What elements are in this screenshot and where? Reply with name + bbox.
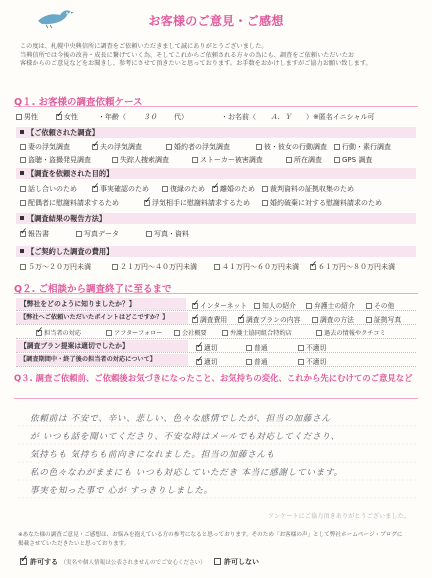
purpose-lover-alimony-checkbox[interactable] bbox=[144, 200, 150, 206]
cost-41-60-checkbox[interactable] bbox=[214, 264, 220, 270]
purpose-divorce-checkbox[interactable] bbox=[212, 186, 218, 192]
option-label: 写真データ bbox=[84, 230, 119, 238]
request-content-label: 【ご依頼された調査】 bbox=[16, 127, 416, 138]
footer-note-line: 掲載させていただきたいと思っております。 bbox=[18, 540, 130, 547]
purpose-discussion-checkbox[interactable] bbox=[20, 186, 26, 192]
staff-inappropriate-checkbox[interactable] bbox=[298, 359, 304, 365]
option-label: 普通 bbox=[254, 344, 268, 352]
permit-option bbox=[20, 557, 206, 567]
gender-female-checkbox[interactable] bbox=[56, 114, 62, 120]
option-label: 復縁のため bbox=[170, 185, 205, 193]
intro-line: 客様からのご意見などをお聞きし、参考にさせて頂きたいと思っております。お手数をおかけしますがご協力お願い致します。 bbox=[20, 60, 372, 68]
how-known-label: 【弊社をどのように知りましたか？】 bbox=[16, 298, 186, 310]
q1-heading: Q１. お客様の調査依頼ケース bbox=[14, 94, 418, 107]
footer-notes bbox=[18, 531, 414, 548]
staff-normal-checkbox[interactable] bbox=[246, 359, 252, 365]
option-label: 彼・彼女の行動調査 bbox=[264, 143, 327, 151]
name-value[interactable]: Ａ．Ｙ bbox=[270, 113, 292, 121]
cost-5-20-checkbox[interactable] bbox=[20, 264, 26, 270]
gender-female-label: 女性 bbox=[64, 113, 78, 121]
known-other-checkbox[interactable] bbox=[366, 303, 372, 309]
request-row-1 bbox=[16, 142, 416, 152]
request-location-checkbox[interactable] bbox=[286, 157, 292, 163]
option-label: 行動・素行調査 bbox=[342, 143, 391, 151]
age-value[interactable]: ３０ bbox=[143, 113, 157, 121]
option-label: 夫の浮気調査 bbox=[100, 143, 142, 151]
option-label: 配偶者に慰謝料請求するため bbox=[28, 199, 119, 207]
request-wife-affair-checkbox[interactable] bbox=[20, 144, 26, 150]
purpose-fact-check-checkbox[interactable] bbox=[92, 186, 98, 192]
handwritten-line: 事実を知った事で 心が すっきりしました。 bbox=[30, 486, 213, 496]
point-company-checkbox[interactable] bbox=[174, 330, 180, 336]
decision-label: 【弊社へご依頼いただいたポイントはどこですか？】 bbox=[16, 312, 188, 324]
plan-label: 【調査プラン提案は適切でしたか】 bbox=[16, 340, 188, 352]
footer-note-line: ※あなた様の調査ご意見・ご感想は、お悩みを抱えている方の参考になると思っております。そのため「お客様の声」として弊社ホームページ・ブログに bbox=[18, 532, 403, 538]
option-label: 証拠写真 bbox=[374, 316, 402, 324]
known-internet-checkbox[interactable] bbox=[192, 303, 198, 309]
q1-profile-row bbox=[16, 112, 416, 122]
cost-21-40-checkbox[interactable] bbox=[112, 264, 118, 270]
staff-label: 【調査期間中・終了後の担当者の対応について】 bbox=[16, 354, 188, 366]
option-label: 調査プランの内容 bbox=[246, 316, 301, 324]
cost-61-80-checkbox[interactable] bbox=[310, 264, 316, 270]
point-method-checkbox[interactable] bbox=[312, 317, 318, 323]
plan-appropriate-checkbox[interactable] bbox=[196, 345, 202, 351]
option-label: 適切 bbox=[204, 358, 218, 366]
option-label: 会社概要 bbox=[182, 330, 207, 337]
handwritten-line: 依頼前は 不安で、辛い、悲しい、色々な感情でしたが、担当の加藤さん bbox=[30, 414, 331, 424]
age-label: ・年齢（ bbox=[98, 113, 126, 121]
option-label: 普通 bbox=[254, 358, 268, 366]
option-label: 婚約破棄に対する慰謝料請求のため bbox=[270, 199, 382, 207]
report-document-checkbox[interactable] bbox=[20, 231, 26, 237]
how-known-row bbox=[16, 298, 416, 311]
gender-male-label: 男性 bbox=[24, 113, 38, 121]
point-lawyer-coop-checkbox[interactable] bbox=[222, 330, 228, 336]
purpose-row-2 bbox=[16, 198, 416, 208]
point-reviews-checkbox[interactable] bbox=[316, 330, 322, 336]
handwritten-line: 私の色々なわがままにも いつも対応していただき 本当に感謝しています。 bbox=[30, 468, 343, 478]
option-label: ６１万円～８０万円未満 bbox=[318, 263, 395, 271]
request-bug-sweep-checkbox[interactable] bbox=[20, 157, 26, 163]
option-label: ５万～２０万円未満 bbox=[28, 263, 91, 271]
purpose-label: 【調査を依頼された目的】 bbox=[16, 168, 416, 179]
intro-text bbox=[20, 43, 412, 69]
request-conduct-checkbox[interactable] bbox=[334, 144, 340, 150]
plan-row bbox=[16, 340, 416, 353]
staff-row bbox=[16, 354, 416, 367]
cost-row bbox=[16, 262, 416, 272]
known-friend-checkbox[interactable] bbox=[254, 303, 260, 309]
intro-line: この度は、札幌中央興信所に調査をご依頼いただきまして誠にありがとうございました。 bbox=[20, 43, 268, 50]
decision-row-1 bbox=[16, 312, 416, 325]
option-label: 弁護士の紹介 bbox=[314, 302, 355, 310]
permit-checkbox[interactable] bbox=[20, 558, 27, 565]
point-plan-checkbox[interactable] bbox=[238, 317, 244, 323]
report-photo-materials-checkbox[interactable] bbox=[146, 231, 152, 237]
option-label: 過去の情報やクチコミ bbox=[324, 330, 386, 337]
deny-option bbox=[214, 557, 259, 567]
writing-lines bbox=[18, 412, 416, 512]
option-label: ４１万円～６０万円未満 bbox=[222, 263, 299, 271]
name-suffix: ）※匿名イニシャル可 bbox=[306, 113, 375, 121]
option-label: 写真・資料 bbox=[154, 230, 189, 238]
request-partner-behavior-checkbox[interactable] bbox=[256, 144, 262, 150]
request-gps-checkbox[interactable] bbox=[334, 157, 340, 163]
option-label: 報告書 bbox=[28, 230, 49, 238]
point-staff-checkbox[interactable] bbox=[36, 330, 42, 336]
option-label: アフターフォロー bbox=[114, 330, 163, 337]
deny-label: 許可しない bbox=[224, 558, 259, 566]
age-suffix: 代） bbox=[174, 113, 188, 121]
plan-normal-checkbox[interactable] bbox=[246, 345, 252, 351]
cost-label: 【ご契約した調査の費用】 bbox=[16, 246, 416, 257]
option-label: 失踪人捜索調査 bbox=[120, 156, 169, 164]
point-cost-checkbox[interactable] bbox=[192, 317, 198, 323]
report-label: 【調査結果の報告方法】 bbox=[16, 213, 416, 224]
request-row-2 bbox=[16, 155, 416, 165]
option-label: 適切 bbox=[204, 344, 218, 352]
option-label: 知人の紹介 bbox=[262, 302, 296, 310]
name-label: ・お名前（ bbox=[221, 113, 256, 121]
permit-label: 許可する bbox=[30, 558, 58, 566]
point-aftercare-checkbox[interactable] bbox=[106, 330, 112, 336]
option-label: 不適切 bbox=[306, 358, 327, 366]
q3-heading: Q３. 調査ご依頼前、ご依頼後お気づきになったこと、お気持ちの変化、これから先にむけてのご意見など bbox=[14, 372, 418, 399]
permit-note: （実名や個人情報は公表されませんのでご安心ください） bbox=[60, 560, 206, 566]
option-label: 浮気相手に慰謝料請求するため bbox=[152, 199, 250, 207]
option-label: 婚約者の浮気調査 bbox=[174, 143, 230, 151]
decision-row-2 bbox=[16, 326, 416, 339]
option-label: 所在調査 bbox=[294, 156, 322, 164]
known-lawyer-checkbox[interactable] bbox=[306, 303, 312, 309]
purpose-spouse-alimony-checkbox[interactable] bbox=[20, 200, 26, 206]
option-label: インターネット bbox=[200, 302, 247, 310]
request-fiance-affair-checkbox[interactable] bbox=[166, 144, 172, 150]
option-label: GPS 調査 bbox=[342, 156, 373, 164]
option-label: 事実確認のため bbox=[100, 185, 149, 193]
option-label: 調査の方法 bbox=[320, 316, 354, 324]
intro-line: 当興信所では今後の改善・成長に繋げていく為、そしてこれからご依頼される方々の為にも、調査をご依頼いただいたお bbox=[20, 51, 355, 59]
option-label: ２１万円～４０万円未満 bbox=[120, 263, 197, 271]
option-label: その他 bbox=[374, 302, 395, 310]
handwritten-line: が いつも話を聞いてくださり、不安な時はメールでも対応してくださり、 bbox=[30, 432, 340, 442]
option-label: 話し合いのため bbox=[28, 185, 77, 193]
page-title: お客様のご意見・ご感想 bbox=[148, 14, 284, 28]
purpose-row-1 bbox=[16, 184, 416, 194]
q2-heading: Q２. ご相談から調査終了に至るまで bbox=[14, 281, 418, 294]
report-row bbox=[16, 229, 416, 239]
purpose-reconcile-checkbox[interactable] bbox=[162, 186, 168, 192]
thanks-credit: アンケートにご協力頂きありがとうございました。 bbox=[268, 513, 410, 520]
option-label: ストーカー被害調査 bbox=[200, 156, 263, 164]
request-stalker-checkbox[interactable] bbox=[192, 157, 198, 163]
request-missing-person-checkbox[interactable] bbox=[112, 157, 118, 163]
purpose-court-evidence-checkbox[interactable] bbox=[262, 186, 268, 192]
report-photo-data-checkbox[interactable] bbox=[76, 231, 82, 237]
option-label: 担当者の対応 bbox=[44, 330, 82, 337]
option-label: 弁護士協同組合特約店 bbox=[230, 330, 292, 337]
option-label: 妻の浮気調査 bbox=[28, 143, 70, 151]
staff-appropriate-checkbox[interactable] bbox=[196, 359, 202, 365]
point-photo-checkbox[interactable] bbox=[366, 317, 372, 323]
handwritten-line: 気持ちも 気持ちも前向きになれました。担当の加藤さんも bbox=[30, 450, 276, 460]
option-label: 盗聴・盗撮発見調査 bbox=[28, 156, 91, 164]
option-label: 裁判資料の証拠収集のため bbox=[270, 185, 354, 193]
purpose-engagement-alimony-checkbox[interactable] bbox=[262, 200, 268, 206]
deny-checkbox[interactable] bbox=[214, 558, 221, 565]
request-husband-affair-checkbox[interactable] bbox=[92, 144, 98, 150]
plan-inappropriate-checkbox[interactable] bbox=[298, 345, 304, 351]
gender-male-checkbox[interactable] bbox=[16, 114, 22, 120]
option-label: 離婚のため bbox=[220, 185, 255, 193]
option-label: 調査費用 bbox=[200, 316, 228, 324]
option-label: 不適切 bbox=[306, 344, 327, 352]
